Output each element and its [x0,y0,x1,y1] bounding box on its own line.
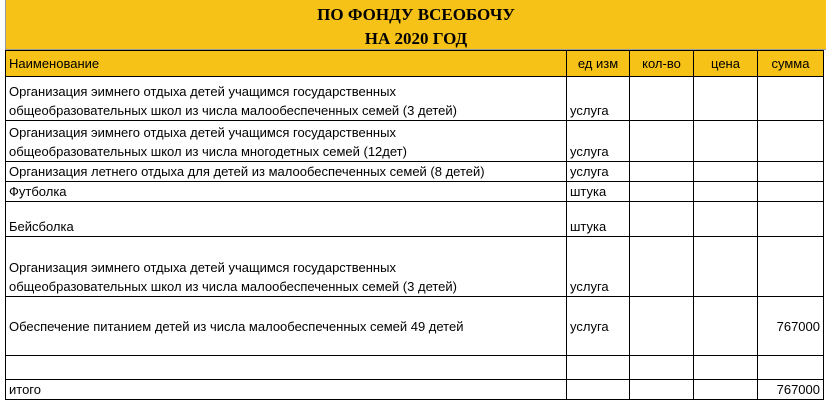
cell-qty[interactable] [630,162,694,182]
cell-sum[interactable] [758,237,824,297]
cell-qty[interactable] [630,182,694,202]
table-row [6,77,824,121]
table-row [6,237,824,297]
cell-unit[interactable]: штука [567,182,630,202]
title-line-1: ПО ФОНДУ ВСЕОБОЧУ [317,5,515,24]
column-header-sum[interactable]: сумма [758,51,824,77]
cell-name-line: общеобразовательных школ из числа малообеспеченных семей (3 детей) [9,279,457,294]
column-header-price[interactable]: цена [694,51,758,77]
cell-unit[interactable]: штука [567,202,630,237]
cell-name[interactable] [6,237,567,297]
cell-qty[interactable] [630,356,694,380]
cell-qty[interactable] [630,202,694,237]
cell-unit[interactable]: услуга [567,77,630,121]
cell-qty[interactable] [630,297,694,356]
title-banner [5,0,826,50]
cell-unit[interactable]: услуга [567,297,630,356]
cell-price[interactable] [694,356,758,380]
cell-sum[interactable] [758,202,824,237]
cell-name[interactable]: Обеспечение питанием детей из числа малообеспеченных семей 49 детей [6,297,567,356]
cell-price[interactable] [694,162,758,182]
cell-unit[interactable]: услуга [567,162,630,182]
cell-name[interactable] [6,356,567,380]
cell-unit[interactable]: услуга [567,121,630,162]
cell-sum[interactable] [758,182,824,202]
total-row [6,380,824,400]
total-label[interactable]: итого [6,380,567,400]
table-row [6,121,824,162]
cell-price[interactable] [694,380,758,400]
cell-name-line: общеобразовательных школ из числа малообеспеченных семей (3 детей) [9,103,457,118]
cell-qty[interactable] [630,77,694,121]
cell-price[interactable] [694,182,758,202]
cell-price[interactable] [694,77,758,121]
cell-price[interactable] [694,237,758,297]
table-row [6,356,824,380]
cell-name[interactable] [6,121,567,162]
cell-name-line: Организация эимнего отдыха детей учащимся государственных [9,260,396,275]
table-row [6,297,824,356]
cell-unit[interactable]: услуга [567,237,630,297]
budget-table [5,50,824,400]
header-row [6,51,824,77]
cell-price[interactable] [694,297,758,356]
title-line-2: НА 2020 ГОД [364,29,468,48]
cell-name[interactable]: Бейсболка [6,202,567,237]
cell-price[interactable] [694,202,758,237]
cell-qty[interactable] [630,237,694,297]
cell-sum[interactable] [758,77,824,121]
table-row [6,162,824,182]
cell-sum[interactable] [758,121,824,162]
cell-sum[interactable] [758,356,824,380]
cell-name[interactable] [6,77,567,121]
cell-name-line: общеобразовательных школ из числа многодетных семей (12дет) [9,144,407,159]
column-header-name[interactable]: Наименование [6,51,567,77]
cell-name[interactable]: Организация летнего отдыха для детей из малообеспеченных семей (8 детей) [6,162,567,182]
cell-unit[interactable] [567,380,630,400]
cell-qty[interactable] [630,380,694,400]
column-header-qty[interactable]: кол-во [630,51,694,77]
table-row [6,182,824,202]
cell-price[interactable] [694,121,758,162]
column-header-unit[interactable]: ед изм [567,51,630,77]
cell-unit[interactable] [567,356,630,380]
cell-name[interactable]: Футболка [6,182,567,202]
total-sum[interactable]: 767000 [758,380,824,400]
table-row [6,202,824,237]
cell-sum[interactable] [758,162,824,182]
cell-name-line: Организация эимнего отдыха детей учащимся государственных [9,125,396,140]
cell-name-line: Организация эимнего отдыха детей учащимся государственных [9,84,396,99]
cell-sum[interactable]: 767000 [758,297,824,356]
cell-qty[interactable] [630,121,694,162]
